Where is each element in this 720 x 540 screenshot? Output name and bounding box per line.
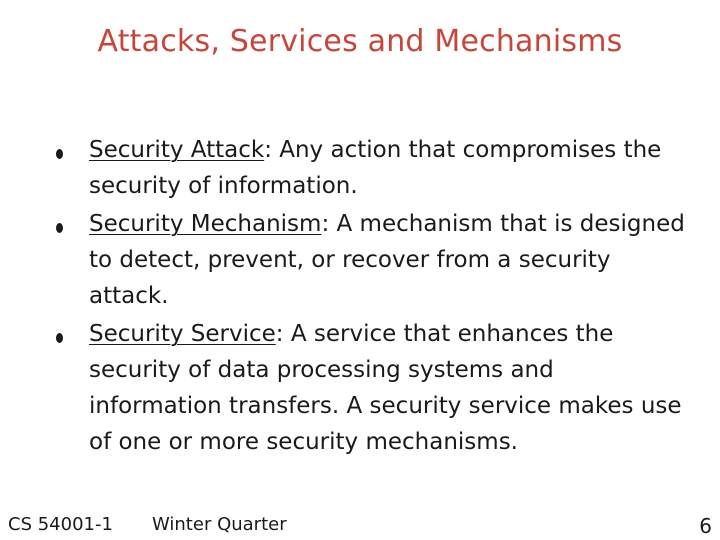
bullet-dot-icon <box>56 223 63 233</box>
bullet-text: : A service that enhances the security of data processing systems and information transfers. A security service makes use of one or more security mechanisms. <box>89 321 682 455</box>
bullet-term: Security Attack <box>89 137 265 163</box>
bullet-text: : Any action that compromises the security of information. <box>89 137 662 199</box>
bullet-term: Security Mechanism <box>89 211 322 237</box>
bullet-dot-icon <box>56 149 63 159</box>
bullet-item-security-attack <box>52 132 692 204</box>
bullet-dot-icon <box>56 333 63 343</box>
bullet-text: : A mechanism that is designed to detect, prevent, or recover from a security attack. <box>89 211 685 309</box>
bullet-term: Security Service <box>89 321 276 347</box>
bullet-item-security-mechanism <box>52 206 692 314</box>
footer-page-number: 6 <box>699 514 712 538</box>
bullet-item-security-service <box>52 316 692 460</box>
footer-course: CS 54001-1 <box>8 514 113 535</box>
bullet-list <box>52 132 692 462</box>
footer-term: Winter Quarter <box>152 514 287 535</box>
slide-title: Attacks, Services and Mechanisms <box>97 24 623 59</box>
